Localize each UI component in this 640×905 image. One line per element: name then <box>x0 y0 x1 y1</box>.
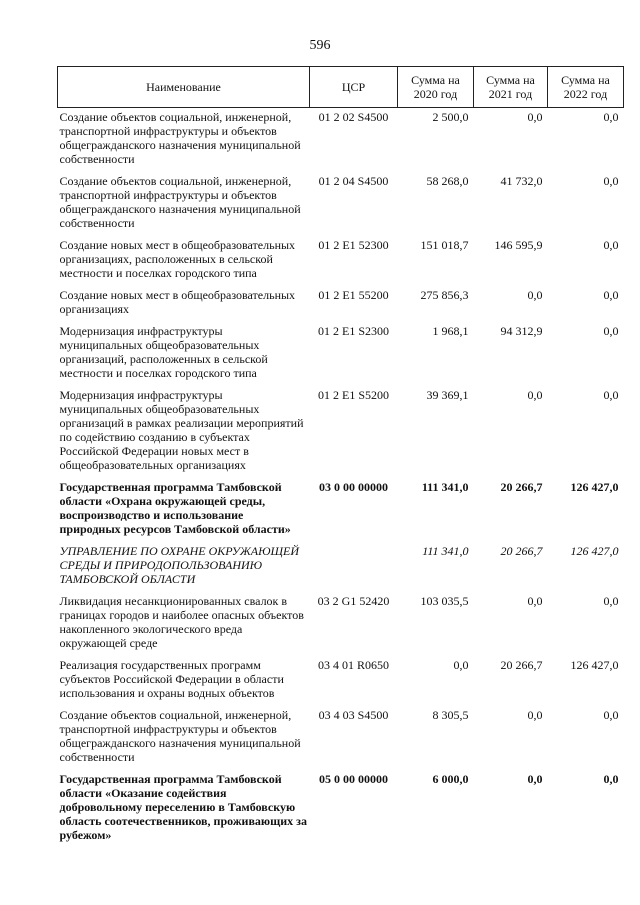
row-sum-2022: 0,0 <box>603 238 619 252</box>
row-code: 03 2 G1 52420 <box>317 594 390 608</box>
row-name: УПРАВЛЕНИЕ ПО ОХРАНЕ ОКРУЖАЮЩЕЙ СРЕДЫ И ПРИРОДОПОЛЬЗОВАНИЮ ТАМБОВСКОЙ ОБЛАСТИ <box>59 544 300 586</box>
header-sum-2021: Сумма на 2021 год <box>474 67 548 108</box>
row-sum-2021: 0,0 <box>527 288 543 302</box>
program-row <box>58 770 624 848</box>
table-header <box>58 67 624 108</box>
row-name: Государственная программа Тамбовской области «Охрана окружающей среды, воспроизводство и использование природных ресурсов Тамбовской области» <box>59 480 291 536</box>
row-sum-2021: 0,0 <box>527 388 543 402</box>
row-sum-2022: 126 427,0 <box>570 544 619 558</box>
row-code: 01 2 04 S4500 <box>318 174 389 188</box>
agency-row <box>58 542 624 592</box>
table-row <box>58 322 624 386</box>
row-sum-2020: 6 000,0 <box>432 772 469 786</box>
table-row <box>58 172 624 236</box>
row-sum-2020: 111 341,0 <box>422 544 469 558</box>
row-sum-2021: 20 266,7 <box>500 480 543 494</box>
row-sum-2020: 0,0 <box>453 658 469 672</box>
row-sum-2022: 0,0 <box>603 708 619 722</box>
row-name: Государственная программа Тамбовской области «Оказание содействия добровольному переселению в Тамбовскую область соотечественников, проживающих за рубежом» <box>59 772 307 842</box>
row-sum-2021: 0,0 <box>527 594 543 608</box>
row-name: Создание новых мест в общеобразовательных организациях, расположенных в сельской местности и поселках городского типа <box>59 238 296 280</box>
program-row <box>58 478 624 542</box>
table-row <box>58 286 624 322</box>
row-sum-2021: 0,0 <box>527 708 543 722</box>
row-name: Создание объектов социальной, инженерной, транспортной инфраструктуры и объектов общегражданского назначения муниципальной собственности <box>59 708 301 764</box>
row-sum-2021: 0,0 <box>527 110 543 124</box>
row-sum-2020: 151 018,7 <box>420 238 469 252</box>
row-sum-2022: 0,0 <box>603 110 619 124</box>
row-sum-2022: 0,0 <box>603 174 619 188</box>
row-code: 01 2 E1 S5200 <box>317 388 389 402</box>
row-sum-2020: 2 500,0 <box>432 110 469 124</box>
header-name: Наименование <box>58 67 310 108</box>
row-code: 03 4 03 S4500 <box>318 708 389 722</box>
row-sum-2021: 41 732,0 <box>500 174 543 188</box>
row-sum-2022: 126 427,0 <box>570 658 619 672</box>
row-sum-2021: 94 312,9 <box>500 324 543 338</box>
row-code: 01 2 02 S4500 <box>318 110 389 124</box>
table-row <box>58 706 624 770</box>
table-row <box>58 386 624 478</box>
row-sum-2021: 0,0 <box>527 772 543 786</box>
table-body <box>58 108 624 849</box>
budget-table <box>57 66 624 848</box>
table-row <box>58 108 624 173</box>
row-sum-2021: 146 595,9 <box>494 238 543 252</box>
row-code <box>310 542 398 592</box>
header-code: ЦСР <box>310 67 398 108</box>
row-sum-2022: 0,0 <box>603 288 619 302</box>
row-code: 03 0 00 00000 <box>319 480 388 494</box>
table-row <box>58 656 624 706</box>
row-code: 03 4 01 R0650 <box>317 658 389 672</box>
row-name: Создание новых мест в общеобразовательных организациях <box>59 288 296 316</box>
row-name: Создание объектов социальной, инженерной, транспортной инфраструктуры и объектов общегражданского назначения муниципальной собственности <box>59 110 301 166</box>
row-sum-2020: 1 968,1 <box>432 324 469 338</box>
row-code: 01 2 E1 55200 <box>318 288 389 302</box>
table-row <box>58 236 624 286</box>
row-sum-2020: 111 341,0 <box>421 480 469 494</box>
row-name: Модернизация инфраструктуры муниципальных общеобразовательных организаций, расположенных в сельской местности и поселках городского типа <box>59 324 268 380</box>
page-number: 596 <box>309 38 331 53</box>
header-sum-2022: Сумма на 2022 год <box>548 67 624 108</box>
row-code: 05 0 00 00000 <box>319 772 388 786</box>
row-sum-2022: 0,0 <box>603 594 619 608</box>
row-name: Ликвидация несанкционированных свалок в границах городов и наиболее опасных объектов накопленного экологического вреда окружающей среде <box>59 594 304 650</box>
row-name: Создание объектов социальной, инженерной, транспортной инфраструктуры и объектов общегражданского назначения муниципальной собственности <box>59 174 301 230</box>
row-sum-2022: 126 427,0 <box>570 480 619 494</box>
row-sum-2022: 0,0 <box>603 324 619 338</box>
row-code: 01 2 E1 S2300 <box>317 324 389 338</box>
row-sum-2020: 58 268,0 <box>426 174 469 188</box>
row-sum-2021: 20 266,7 <box>500 544 543 558</box>
row-sum-2020: 275 856,3 <box>420 288 469 302</box>
row-sum-2021: 20 266,7 <box>500 658 543 672</box>
row-sum-2022: 0,0 <box>603 772 619 786</box>
row-sum-2020: 39 369,1 <box>426 388 469 402</box>
row-code: 01 2 E1 52300 <box>318 238 389 252</box>
row-name: Модернизация инфраструктуры муниципальных общеобразовательных организаций в рамках реализации мероприятий по содействию созданию в субъектах Российской Федерации новых мест в общеобразовательных организациях <box>59 388 304 472</box>
row-sum-2020: 103 035,5 <box>420 594 469 608</box>
row-sum-2022: 0,0 <box>603 388 619 402</box>
table-row <box>58 592 624 656</box>
row-name: Реализация государственных программ субъектов Российской Федерации в области использования и охраны водных объектов <box>59 658 284 700</box>
header-sum-2020: Сумма на 2020 год <box>398 67 474 108</box>
row-sum-2020: 8 305,5 <box>432 708 469 722</box>
